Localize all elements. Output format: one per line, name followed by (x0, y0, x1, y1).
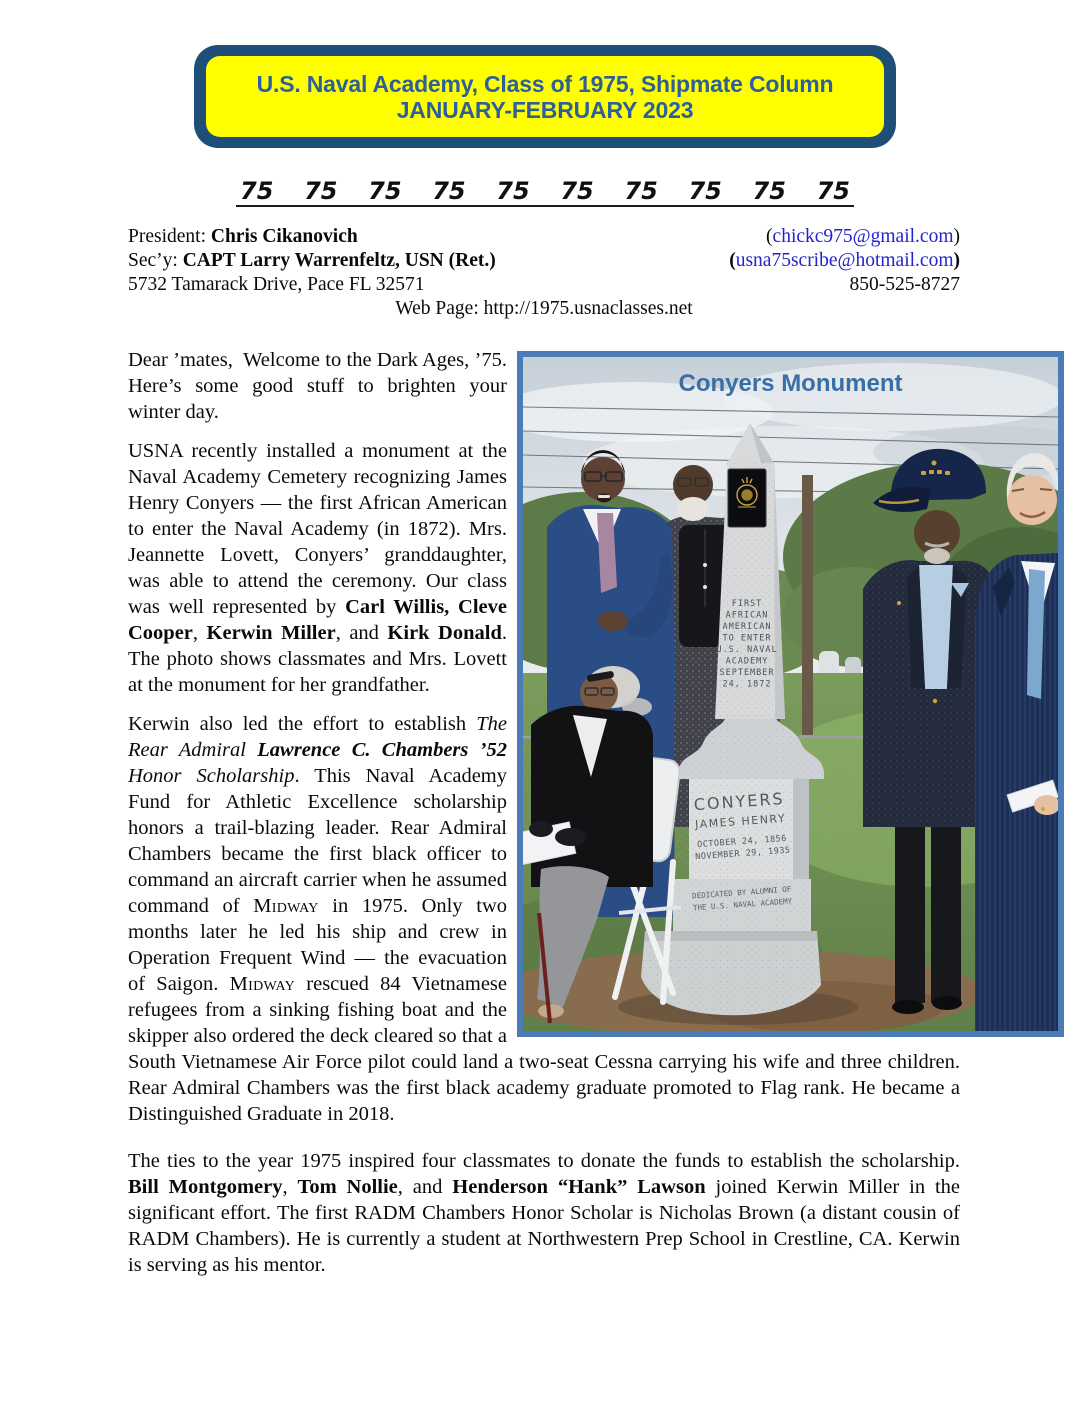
svg-text:CONYERS: CONYERS (693, 788, 786, 815)
svg-text:JAMES HENRY: JAMES HENRY (694, 811, 787, 832)
president-email-wrap (766, 225, 960, 249)
contact-row-address (128, 273, 960, 297)
contact-row-secretary (128, 249, 960, 273)
class-year-mark: 75 (688, 177, 722, 205)
class-year-mark: 75 (240, 177, 274, 205)
svg-text:THE U.S. NAVAL ACADEMY: THE U.S. NAVAL ACADEMY (692, 896, 793, 913)
contact-block (128, 225, 960, 321)
contact-row-webpage (128, 297, 960, 321)
webpage-url: http://1975.usnaclasses.net (483, 298, 693, 319)
ring (1041, 807, 1045, 811)
die-inscription (691, 789, 791, 862)
class-year-mark: 75 (368, 177, 402, 205)
svg-text:DEDICATED BY ALUMNI OF: DEDICATED BY ALUMNI OF (691, 884, 792, 901)
masthead-title: U.S. Naval Academy, Class of 1975, Shipmate Column (256, 70, 834, 97)
paren: ) (953, 226, 960, 247)
class-year-mark: 75 (624, 177, 658, 205)
svg-text:NOVEMBER 29, 1935: NOVEMBER 29, 1935 (694, 845, 791, 863)
contact-row-president (128, 225, 960, 249)
photo-caption: Conyers Monument (678, 370, 903, 397)
svg-text:U.S. NAVAL: U.S. NAVAL (716, 645, 778, 655)
masthead-banner-inner (206, 56, 884, 137)
svg-text:24, 1872: 24, 1872 (722, 679, 772, 690)
paren: ) (953, 250, 960, 271)
webpage-label: Web Page: (395, 298, 484, 319)
svg-text:AMERICAN: AMERICAN (722, 622, 772, 632)
secretary-phone: 850-525-8727 (849, 274, 960, 295)
president-email-link[interactable]: chickc975@gmail.com (772, 226, 954, 247)
class-year-mark: 75 (752, 177, 786, 205)
svg-text:SEPTEMBER: SEPTEMBER (719, 668, 775, 678)
svg-text:ACADEMY: ACADEMY (725, 656, 769, 667)
svg-text:TO ENTER: TO ENTER (722, 633, 772, 644)
paren: ( (729, 250, 736, 271)
monument-photo-illustration (523, 357, 1058, 1031)
goatee (924, 548, 950, 564)
plaque-inscription (716, 599, 777, 690)
secretary-name: CAPT Larry Warrenfeltz, USN (Ret.) (182, 250, 496, 271)
class-year-mark: 75 (816, 177, 850, 205)
paragraph-scholarship: Kerwin also led the effort to establish The Rear Admiral Lawrence C. Chambers ’52 Honor Scholarship. This Naval Academy Fund for Athletic Excellence scholarship honors a trail-blazing leader. Rear Admiral Chambers became the first black officer to command an aircraft carrier when he assumed command of Midway in 1975. Only two months later he led his ship and crew in Operation Frequent Wind — the evacuation of Saigon. Midway rescued 84 Vietnamese refugees from a sinking fishing boat and the skipper also ordered the deck cleared so that a South Vietnamese Air Force pilot could land a two-seat Cessna carrying his wife and three children. Rear Admiral Chambers was the first black academy graduate promoted to Flag rank. He became a Distinguished Graduate in 2018. (128, 713, 960, 1125)
masthead-issue-date: JANUARY-FEBRUARY 2023 (396, 96, 694, 123)
class-year-mark: 75 (304, 177, 338, 205)
gloved-hand (529, 821, 553, 837)
president-name: Chris Cikanovich (210, 226, 358, 247)
class-year-mark: 75 (432, 177, 466, 205)
paren: ( (766, 226, 773, 247)
article-body (128, 347, 960, 1278)
secretary-email-wrap (729, 249, 960, 273)
president-line (128, 225, 358, 249)
svg-text:FIRST: FIRST (731, 599, 763, 609)
secretary-address: 5732 Tamarack Drive, Pace FL 32571 (128, 274, 425, 295)
conyers-monument-photo (517, 351, 1064, 1037)
secretary-email-link[interactable]: usna75scribe@hotmail.com (735, 250, 954, 271)
class-year-divider (236, 178, 854, 207)
wood-pole (802, 475, 813, 735)
svg-text:OCTOBER 24, 1856: OCTOBER 24, 1856 (696, 833, 788, 851)
paragraph-donors: The ties to the year 1975 inspired four classmates to donate the funds to establish the scholarship. Bill Montgomery, Tom Nollie, and Henderson “Hank” Lawson joined Kerwin Miller in the significant effort. The first RADM Chambers Honor Scholar is Nicholas Brown (a distant cousin of RADM Chambers). He is currently a student at Northwestern Prep School in Crestline, CA. Kerwin is serving as his mentor. (128, 1150, 961, 1276)
gloved-hand (555, 828, 587, 846)
paragraph-monument: USNA recently installed a monument at the Naval Academy Cemetery recognizing James Henry Conyers — the first African American to enter the Naval Academy (in 1872). Mrs. Jeannette Lovett, Conyers’ granddaughter, was able to attend the ceremony. Our class was well represented by Carl Willis, Cleve Cooper, Kerwin Miller, and Kirk Donald. The photo shows classmates and Mrs. Lovett at the monument for her grandfather. (128, 440, 507, 696)
class-year-mark: 75 (496, 177, 530, 205)
paragraph-greeting: Dear ’mates, Welcome to the Dark Ages, ’75. Here’s some good stuff to brighten your winter day. (128, 349, 507, 423)
masthead-banner (194, 45, 896, 148)
class-year-mark: 75 (560, 177, 594, 205)
secretary-label: Sec’y: (128, 250, 183, 271)
svg-text:AFRICAN: AFRICAN (725, 610, 769, 621)
lapel-pin (897, 601, 901, 605)
secretary-line (128, 249, 496, 273)
president-label: President: (128, 226, 211, 247)
